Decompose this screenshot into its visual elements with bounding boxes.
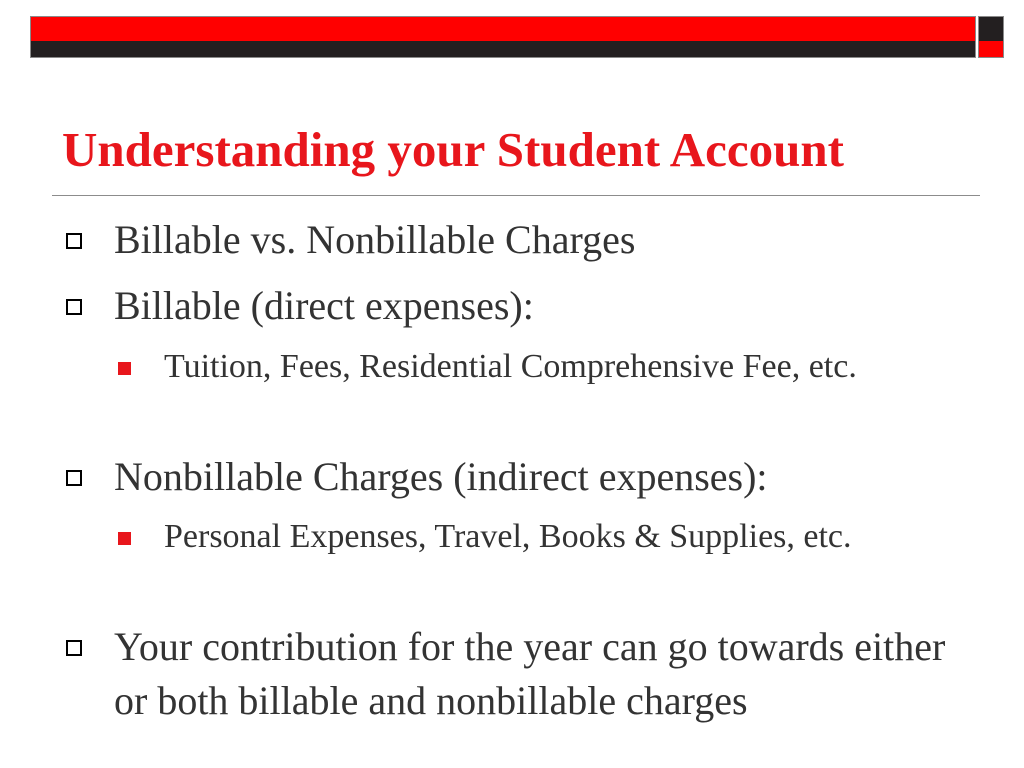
bullet-item-3: Nonbillable Charges (indirect expenses): xyxy=(114,454,768,499)
filled-square-bullet-icon xyxy=(118,362,131,375)
bullet-item-4: Your contribution for the year can go towards either or both billable and nonbillable charges xyxy=(114,624,946,723)
sub-bullet-item-1: Tuition, Fees, Residential Comprehensive Fee, etc. xyxy=(164,348,857,385)
hollow-square-bullet-icon xyxy=(66,299,82,315)
filled-square-bullet-icon xyxy=(118,532,131,545)
hollow-square-bullet-icon xyxy=(66,233,82,249)
bullet-item-1: Billable vs. Nonbillable Charges xyxy=(114,217,636,262)
hollow-square-bullet-icon xyxy=(66,470,82,486)
sub-bullet-item-2: Personal Expenses, Travel, Books & Supplies, etc. xyxy=(164,518,852,555)
slide-title: Understanding your Student Account xyxy=(62,122,844,177)
hollow-square-bullet-icon xyxy=(66,640,82,656)
bullet-item-2: Billable (direct expenses): xyxy=(114,283,534,328)
